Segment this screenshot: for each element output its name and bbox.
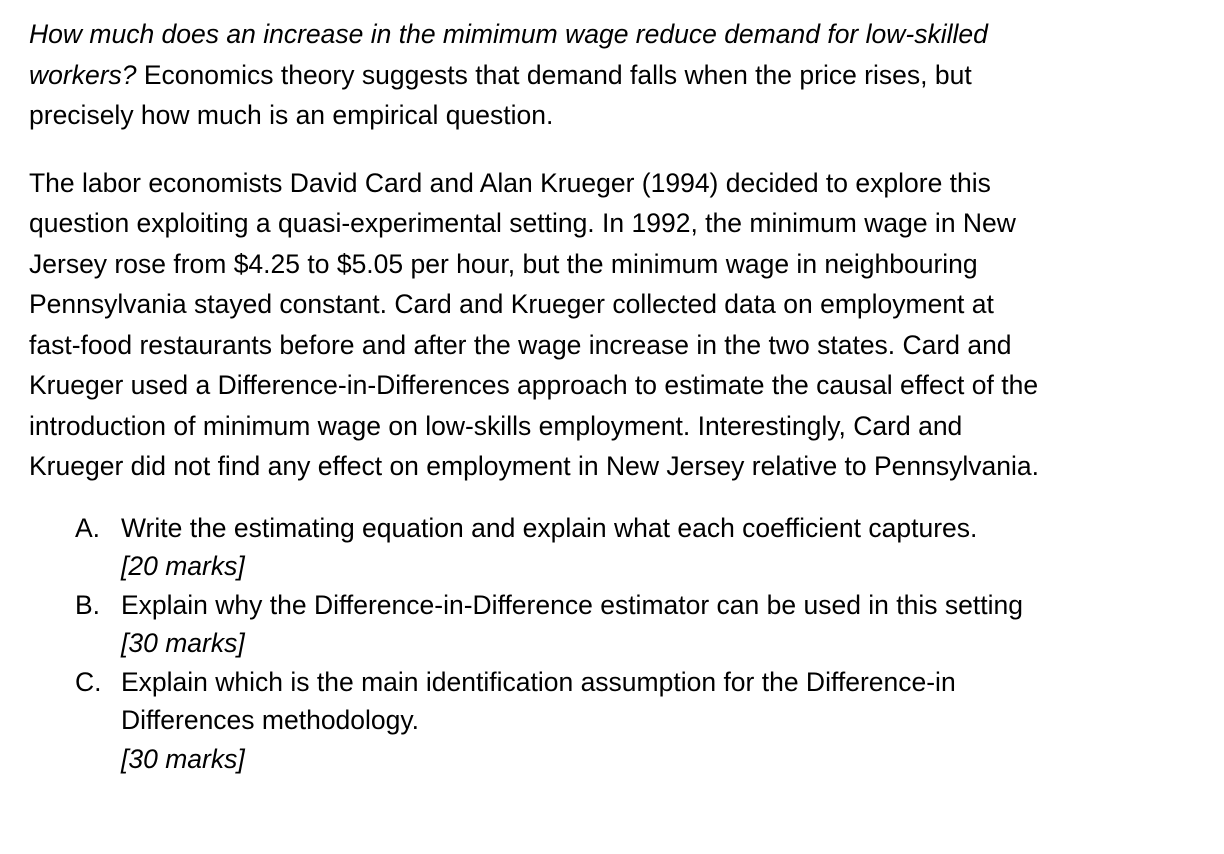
intro-line-3: precisely how much is an empirical question. <box>29 100 554 130</box>
intro-question-italic-end: workers? <box>29 59 137 90</box>
document-page <box>29 14 1219 778</box>
question-text: Differences methodology. <box>121 705 420 735</box>
intro-paragraph <box>29 14 1219 136</box>
context-paragraph <box>29 163 1219 487</box>
intro-line-2 <box>29 55 1219 96</box>
intro-line-1 <box>29 14 1219 55</box>
context-line: fast-food restaurants before and after the wage increase in the two states. Card and <box>29 329 1012 360</box>
context-line: Krueger used a Difference-in-Differences approach to estimate the causal effect of the <box>29 370 1039 400</box>
question-letter: C. <box>75 666 102 697</box>
question-a <box>29 509 1219 586</box>
question-marks: [30 marks] <box>121 628 245 658</box>
question-letter: B. <box>75 589 101 620</box>
question-list <box>29 509 1219 779</box>
context-line: Jersey rose from $4.25 to $5.05 per hour, but the minimum wage in neighbouring <box>29 248 978 279</box>
question-letter: A. <box>75 512 101 543</box>
question-text: Write the estimating equation and explain what each coefficient captures. <box>121 512 978 543</box>
context-line: Pennsylvania stayed constant. Card and Krueger collected data on employment at <box>29 289 994 319</box>
question-text: Explain why the Difference-in-Difference estimator can be used in this setting <box>121 589 1023 620</box>
question-b <box>29 586 1219 663</box>
context-line: introduction of minimum wage on low-skills employment. Interestingly, Card and <box>29 410 963 441</box>
question-marks: [20 marks] <box>121 551 245 581</box>
context-line: The labor economists David Card and Alan Krueger (1994) decided to explore this <box>29 167 991 198</box>
context-line: Krueger did not find any effect on employment in New Jersey relative to Pennsylvania. <box>29 451 1040 481</box>
question-marks: [30 marks] <box>121 743 245 774</box>
intro-question-italic: How much does an increase in the mimimum wage reduce demand for low-skilled <box>29 19 988 49</box>
intro-text: Economics theory suggests that demand falls when the price rises, but <box>136 59 972 90</box>
context-line: question exploiting a quasi-experimental setting. In 1992, the minimum wage in New <box>29 208 1016 238</box>
question-c <box>29 663 1219 779</box>
question-text: Explain which is the main identification assumption for the Difference-in <box>121 666 956 697</box>
